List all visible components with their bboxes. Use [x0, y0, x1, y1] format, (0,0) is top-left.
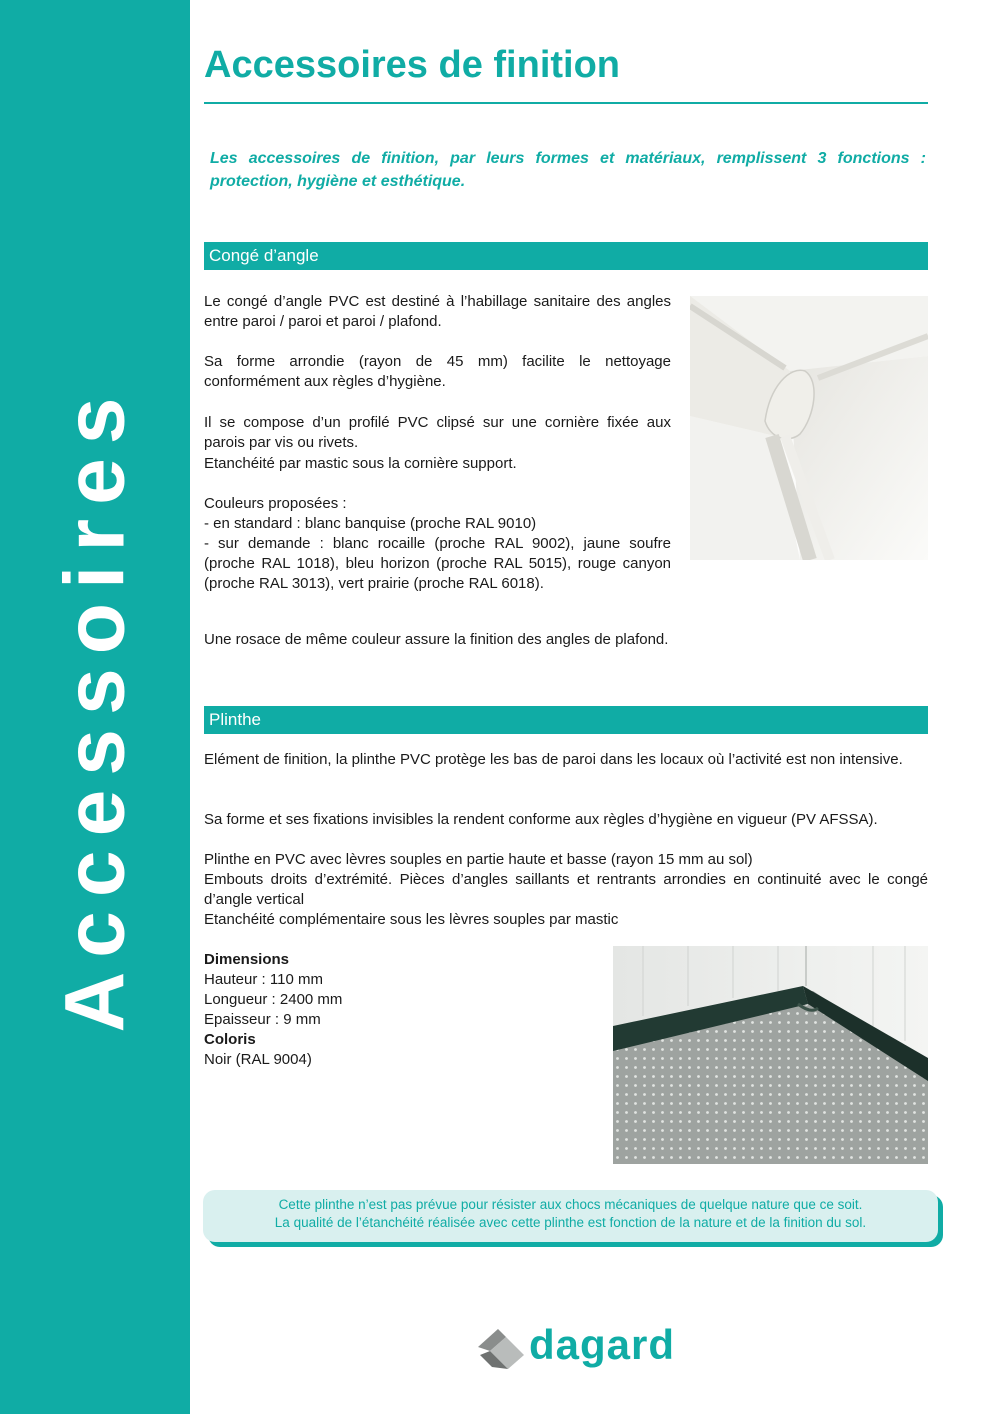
conge-paragraph-3: Il se compose d’un profilé PVC clipsé sur une cornière fixée aux parois par vis ou rivets. [204, 414, 671, 451]
warning-notice [203, 1190, 938, 1242]
conge-colors-heading: Couleurs proposées : [204, 495, 347, 512]
conge-rosace-note: Une rosace de même couleur assure la finition des angles de plafond. [204, 631, 669, 648]
conge-colors-on-demand: - sur demande : blanc rocaille (proche RAL 9002), jaune soufre (proche RAL 1018), bleu horizon (proche RAL 5015), rouge canyon (proche RAL 3013), vert prairie (proche RAL 6018). [204, 535, 671, 592]
dagard-logo-icon [476, 1325, 528, 1373]
section-header-conge-angle: Congé d’angle [204, 242, 928, 270]
plinthe-photo [613, 946, 928, 1164]
notice-line-2: La qualité de l’étanchéité réalisée avec cette plinthe est fonction de la nature et de la finition du sol. [274, 1215, 867, 1230]
spec-coloris: Noir (RAL 9004) [204, 1051, 312, 1068]
section-header-plinthe: Plinthe [204, 706, 928, 734]
spec-hauteur: Hauteur : 110 mm [204, 971, 323, 988]
dimensions-label: Dimensions [204, 951, 290, 968]
conge-paragraph-2: Sa forme arrondie (rayon de 45 mm) facilite le nettoyage conformément aux règles d’hygiène. [204, 353, 671, 390]
spec-epaisseur: Epaisseur : 9 mm [204, 1011, 321, 1028]
spec-longueur: Longueur : 2400 mm [204, 991, 343, 1008]
conge-paragraph-1: Le congé d’angle PVC est destiné à l’habillage sanitaire des angles entre paroi / paroi et paroi / plafond. [204, 293, 671, 330]
dagard-logo [476, 1321, 686, 1373]
plinthe-paragraph-3: Plinthe en PVC avec lèvres souples en partie haute et basse (rayon 15 mm au sol) [204, 851, 753, 868]
sidebar-vertical-title: Accessoires [47, 383, 142, 1033]
plinthe-paragraph-2: Sa forme et ses fixations invisibles la rendent conforme aux règles d’hygiène en vigueur (PV AFSSA). [204, 811, 878, 828]
sidebar-band [0, 0, 190, 1414]
conge-paragraph-4: Etanchéité par mastic sous la cornière support. [204, 455, 517, 472]
intro-text: Les accessoires de finition, par leurs formes et matériaux, remplissent 3 fonctions : protection, hygiène et esthétique. [210, 150, 926, 190]
title-divider [204, 102, 928, 104]
plinthe-paragraph-1: Elément de finition, la plinthe PVC protège les bas de paroi dans les locaux où l’activité est non intensive. [204, 751, 903, 768]
page-title: Accessoires de finition [204, 44, 621, 86]
plinthe-paragraph-4: Embouts droits d’extrémité. Pièces d’angles saillants et rentrants arrondies en continuité avec le congé d’angle vertical [204, 871, 928, 908]
plinthe-paragraph-5: Etanchéité complémentaire sous les lèvres souples par mastic [204, 911, 619, 928]
notice-line-1: Cette plinthe n’est pas prévue pour résister aux chocs mécaniques de quelque nature que ce soit. [278, 1197, 863, 1212]
conge-colors-standard: - en standard : blanc banquise (proche RAL 9010) [204, 515, 537, 532]
coloris-label: Coloris [204, 1031, 256, 1048]
conge-angle-photo [690, 296, 928, 560]
dagard-logo-text: dagard [529, 1321, 676, 1368]
